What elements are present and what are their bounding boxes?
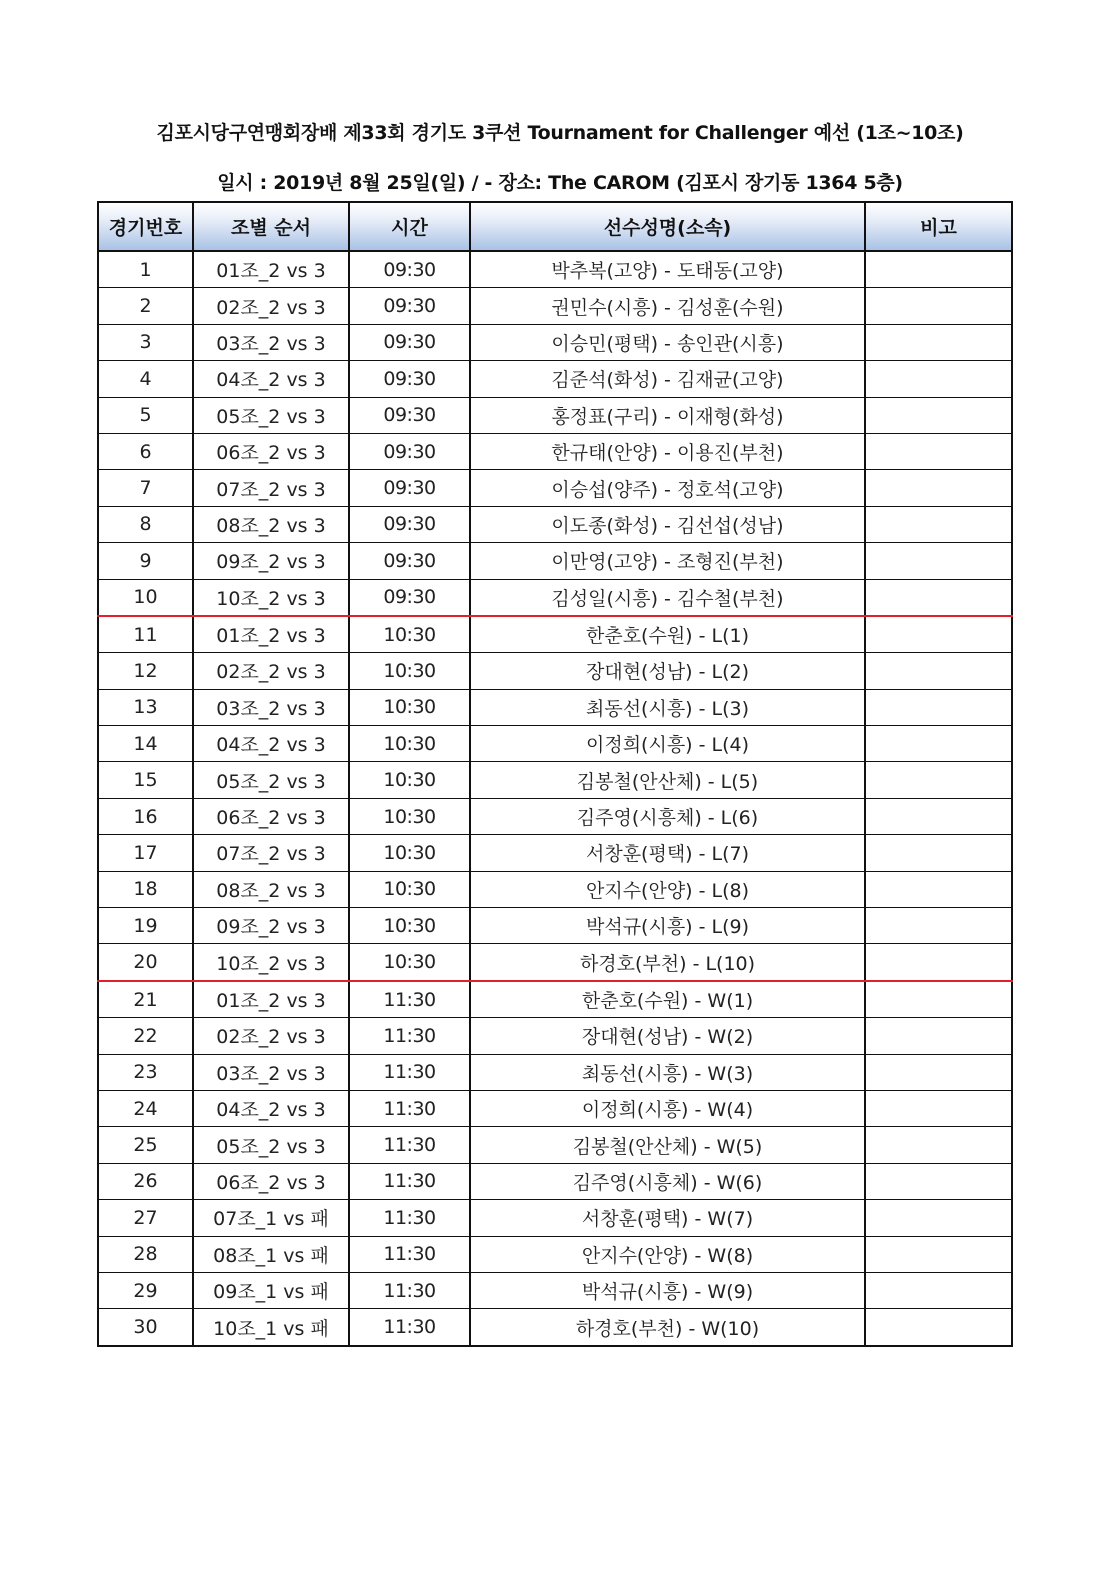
time-cell: 10:30 bbox=[349, 653, 470, 689]
time-cell: 11:30 bbox=[349, 1163, 470, 1199]
players-cell: 김주영(시흥체) - L(6) bbox=[470, 798, 865, 834]
match-number-cell: 5 bbox=[98, 397, 193, 433]
match-number-cell: 3 bbox=[98, 324, 193, 360]
match-schedule-table bbox=[97, 201, 1013, 1347]
notes-cell bbox=[865, 835, 1012, 871]
notes-cell bbox=[865, 251, 1012, 288]
group-order-cell: 04조_2 vs 3 bbox=[193, 1090, 349, 1126]
time-cell: 09:30 bbox=[349, 397, 470, 433]
players-cell: 이정희(시흥) - W(4) bbox=[470, 1090, 865, 1126]
time-cell: 11:30 bbox=[349, 1236, 470, 1272]
document-title: 김포시당구연맹회장배 제33회 경기도 3쿠션 Tournament for Challenger 예선 (1조~10조) bbox=[156, 122, 964, 144]
group-order-cell: 06조_2 vs 3 bbox=[193, 1163, 349, 1199]
event-date-venue: 일시 : 2019년 8월 25일(일) / - 장소: The CAROM (김포시 장기동 1364 5층) bbox=[217, 172, 903, 194]
match-number-cell: 1 bbox=[98, 251, 193, 288]
notes-cell bbox=[865, 361, 1012, 397]
match-number-cell: 27 bbox=[98, 1200, 193, 1236]
players-cell: 서창훈(평택) - L(7) bbox=[470, 835, 865, 871]
players-cell: 이승민(평택) - 송인관(시흥) bbox=[470, 324, 865, 360]
group-order-cell: 03조_2 vs 3 bbox=[193, 689, 349, 725]
notes-cell bbox=[865, 324, 1012, 360]
notes-cell bbox=[865, 762, 1012, 798]
players-cell: 하경호(부천) - L(10) bbox=[470, 944, 865, 981]
match-number-cell: 24 bbox=[98, 1090, 193, 1126]
table-row bbox=[98, 1236, 1012, 1272]
header-players: 선수성명(소속) bbox=[470, 202, 865, 251]
notes-cell bbox=[865, 1163, 1012, 1199]
time-cell: 10:30 bbox=[349, 616, 470, 653]
group-order-cell: 04조_2 vs 3 bbox=[193, 726, 349, 762]
table-row bbox=[98, 726, 1012, 762]
group-order-cell: 05조_2 vs 3 bbox=[193, 762, 349, 798]
players-cell: 김봉철(안산체) - W(5) bbox=[470, 1127, 865, 1163]
players-cell: 김준석(화성) - 김재균(고양) bbox=[470, 361, 865, 397]
time-cell: 09:30 bbox=[349, 506, 470, 542]
table-row bbox=[98, 835, 1012, 871]
match-number-cell: 8 bbox=[98, 506, 193, 542]
match-number-cell: 15 bbox=[98, 762, 193, 798]
table-row bbox=[98, 616, 1012, 653]
match-number-cell: 29 bbox=[98, 1272, 193, 1308]
notes-cell bbox=[865, 616, 1012, 653]
table-row bbox=[98, 397, 1012, 433]
table-row bbox=[98, 433, 1012, 469]
group-order-cell: 10조_2 vs 3 bbox=[193, 944, 349, 981]
players-cell: 이정희(시흥) - L(4) bbox=[470, 726, 865, 762]
time-cell: 11:30 bbox=[349, 1018, 470, 1054]
notes-cell bbox=[865, 1127, 1012, 1163]
notes-cell bbox=[865, 579, 1012, 616]
match-number-cell: 12 bbox=[98, 653, 193, 689]
time-cell: 09:30 bbox=[349, 543, 470, 579]
header-group-order: 조별 순서 bbox=[193, 202, 349, 251]
time-cell: 10:30 bbox=[349, 835, 470, 871]
players-cell: 이승섭(양주) - 정호석(고양) bbox=[470, 470, 865, 506]
time-cell: 11:30 bbox=[349, 1090, 470, 1126]
time-cell: 09:30 bbox=[349, 433, 470, 469]
group-order-cell: 08조_2 vs 3 bbox=[193, 506, 349, 542]
match-number-cell: 13 bbox=[98, 689, 193, 725]
table-row bbox=[98, 944, 1012, 981]
match-number-cell: 16 bbox=[98, 798, 193, 834]
table-row bbox=[98, 871, 1012, 907]
players-cell: 최동선(시흥) - W(3) bbox=[470, 1054, 865, 1090]
match-number-cell: 18 bbox=[98, 871, 193, 907]
match-number-cell: 11 bbox=[98, 616, 193, 653]
group-order-cell: 07조_2 vs 3 bbox=[193, 835, 349, 871]
table-row bbox=[98, 1090, 1012, 1126]
table-row bbox=[98, 981, 1012, 1018]
group-order-cell: 04조_2 vs 3 bbox=[193, 361, 349, 397]
time-cell: 10:30 bbox=[349, 871, 470, 907]
time-cell: 10:30 bbox=[349, 689, 470, 725]
time-cell: 10:30 bbox=[349, 908, 470, 944]
time-cell: 11:30 bbox=[349, 1272, 470, 1308]
notes-cell bbox=[865, 506, 1012, 542]
notes-cell bbox=[865, 653, 1012, 689]
notes-cell bbox=[865, 470, 1012, 506]
match-number-cell: 2 bbox=[98, 288, 193, 324]
notes-cell bbox=[865, 543, 1012, 579]
group-order-cell: 07조_2 vs 3 bbox=[193, 470, 349, 506]
group-order-cell: 01조_2 vs 3 bbox=[193, 616, 349, 653]
group-order-cell: 07조_1 vs 패 bbox=[193, 1200, 349, 1236]
table-body bbox=[98, 251, 1012, 1346]
table-row bbox=[98, 1054, 1012, 1090]
players-cell: 안지수(안양) - L(8) bbox=[470, 871, 865, 907]
notes-cell bbox=[865, 944, 1012, 981]
group-order-cell: 10조_1 vs 패 bbox=[193, 1309, 349, 1346]
players-cell: 최동선(시흥) - L(3) bbox=[470, 689, 865, 725]
group-order-cell: 06조_2 vs 3 bbox=[193, 433, 349, 469]
match-number-cell: 22 bbox=[98, 1018, 193, 1054]
table-row bbox=[98, 689, 1012, 725]
table-row bbox=[98, 908, 1012, 944]
players-cell: 홍정표(구리) - 이재형(화성) bbox=[470, 397, 865, 433]
group-order-cell: 09조_1 vs 패 bbox=[193, 1272, 349, 1308]
table-row bbox=[98, 1018, 1012, 1054]
match-number-cell: 9 bbox=[98, 543, 193, 579]
group-order-cell: 08조_1 vs 패 bbox=[193, 1236, 349, 1272]
table-row bbox=[98, 653, 1012, 689]
players-cell: 안지수(안양) - W(8) bbox=[470, 1236, 865, 1272]
players-cell: 장대현(성남) - L(2) bbox=[470, 653, 865, 689]
time-cell: 09:30 bbox=[349, 579, 470, 616]
match-number-cell: 21 bbox=[98, 981, 193, 1018]
group-order-cell: 01조_2 vs 3 bbox=[193, 251, 349, 288]
table-row bbox=[98, 762, 1012, 798]
time-cell: 11:30 bbox=[349, 1200, 470, 1236]
notes-cell bbox=[865, 1200, 1012, 1236]
match-number-cell: 30 bbox=[98, 1309, 193, 1346]
table-row bbox=[98, 361, 1012, 397]
match-number-cell: 10 bbox=[98, 579, 193, 616]
table-row bbox=[98, 1163, 1012, 1199]
table-row bbox=[98, 470, 1012, 506]
players-cell: 이만영(고양) - 조형진(부천) bbox=[470, 543, 865, 579]
players-cell: 장대현(성남) - W(2) bbox=[470, 1018, 865, 1054]
match-number-cell: 4 bbox=[98, 361, 193, 397]
notes-cell bbox=[865, 908, 1012, 944]
players-cell: 하경호(부천) - W(10) bbox=[470, 1309, 865, 1346]
table-row bbox=[98, 324, 1012, 360]
players-cell: 박추복(고양) - 도태동(고양) bbox=[470, 251, 865, 288]
players-cell: 김성일(시흥) - 김수철(부천) bbox=[470, 579, 865, 616]
group-order-cell: 05조_2 vs 3 bbox=[193, 1127, 349, 1163]
group-order-cell: 10조_2 vs 3 bbox=[193, 579, 349, 616]
table-row bbox=[98, 288, 1012, 324]
group-order-cell: 03조_2 vs 3 bbox=[193, 324, 349, 360]
table-row bbox=[98, 798, 1012, 834]
players-cell: 이도종(화성) - 김선섭(성남) bbox=[470, 506, 865, 542]
match-number-cell: 14 bbox=[98, 726, 193, 762]
table-row bbox=[98, 1127, 1012, 1163]
players-cell: 한춘호(수원) - L(1) bbox=[470, 616, 865, 653]
match-number-cell: 7 bbox=[98, 470, 193, 506]
notes-cell bbox=[865, 1090, 1012, 1126]
time-cell: 09:30 bbox=[349, 324, 470, 360]
time-cell: 09:30 bbox=[349, 361, 470, 397]
time-cell: 11:30 bbox=[349, 1054, 470, 1090]
notes-cell bbox=[865, 1054, 1012, 1090]
notes-cell bbox=[865, 981, 1012, 1018]
match-number-cell: 23 bbox=[98, 1054, 193, 1090]
table-row bbox=[98, 1200, 1012, 1236]
match-number-cell: 17 bbox=[98, 835, 193, 871]
match-number-cell: 6 bbox=[98, 433, 193, 469]
group-order-cell: 02조_2 vs 3 bbox=[193, 653, 349, 689]
notes-cell bbox=[865, 689, 1012, 725]
notes-cell bbox=[865, 1309, 1012, 1346]
time-cell: 09:30 bbox=[349, 470, 470, 506]
header-time: 시간 bbox=[349, 202, 470, 251]
table-row bbox=[98, 506, 1012, 542]
time-cell: 09:30 bbox=[349, 288, 470, 324]
notes-cell bbox=[865, 1236, 1012, 1272]
match-number-cell: 20 bbox=[98, 944, 193, 981]
notes-cell bbox=[865, 726, 1012, 762]
notes-cell bbox=[865, 871, 1012, 907]
players-cell: 한춘호(수원) - W(1) bbox=[470, 981, 865, 1018]
table-header-row bbox=[98, 202, 1012, 251]
table-row bbox=[98, 1309, 1012, 1346]
time-cell: 10:30 bbox=[349, 798, 470, 834]
time-cell: 11:30 bbox=[349, 1127, 470, 1163]
group-order-cell: 08조_2 vs 3 bbox=[193, 871, 349, 907]
header-notes: 비고 bbox=[865, 202, 1012, 251]
time-cell: 11:30 bbox=[349, 1309, 470, 1346]
notes-cell bbox=[865, 1018, 1012, 1054]
players-cell: 한규태(안양) - 이용진(부천) bbox=[470, 433, 865, 469]
match-number-cell: 25 bbox=[98, 1127, 193, 1163]
table-row bbox=[98, 543, 1012, 579]
notes-cell bbox=[865, 397, 1012, 433]
table-row bbox=[98, 1272, 1012, 1308]
players-cell: 서창훈(평택) - W(7) bbox=[470, 1200, 865, 1236]
notes-cell bbox=[865, 433, 1012, 469]
players-cell: 박석규(시흥) - W(9) bbox=[470, 1272, 865, 1308]
time-cell: 09:30 bbox=[349, 251, 470, 288]
time-cell: 11:30 bbox=[349, 981, 470, 1018]
group-order-cell: 09조_2 vs 3 bbox=[193, 543, 349, 579]
table-row bbox=[98, 579, 1012, 616]
notes-cell bbox=[865, 1272, 1012, 1308]
group-order-cell: 05조_2 vs 3 bbox=[193, 397, 349, 433]
table-row bbox=[98, 251, 1012, 288]
players-cell: 박석규(시흥) - L(9) bbox=[470, 908, 865, 944]
group-order-cell: 02조_2 vs 3 bbox=[193, 288, 349, 324]
players-cell: 권민수(시흥) - 김성훈(수원) bbox=[470, 288, 865, 324]
group-order-cell: 03조_2 vs 3 bbox=[193, 1054, 349, 1090]
match-number-cell: 19 bbox=[98, 908, 193, 944]
header-match-number: 경기번호 bbox=[98, 202, 193, 251]
match-number-cell: 28 bbox=[98, 1236, 193, 1272]
time-cell: 10:30 bbox=[349, 726, 470, 762]
players-cell: 김주영(시흥체) - W(6) bbox=[470, 1163, 865, 1199]
players-cell: 김봉철(안산체) - L(5) bbox=[470, 762, 865, 798]
group-order-cell: 09조_2 vs 3 bbox=[193, 908, 349, 944]
match-number-cell: 26 bbox=[98, 1163, 193, 1199]
time-cell: 10:30 bbox=[349, 762, 470, 798]
notes-cell bbox=[865, 798, 1012, 834]
notes-cell bbox=[865, 288, 1012, 324]
group-order-cell: 02조_2 vs 3 bbox=[193, 1018, 349, 1054]
time-cell: 10:30 bbox=[349, 944, 470, 981]
group-order-cell: 01조_2 vs 3 bbox=[193, 981, 349, 1018]
group-order-cell: 06조_2 vs 3 bbox=[193, 798, 349, 834]
